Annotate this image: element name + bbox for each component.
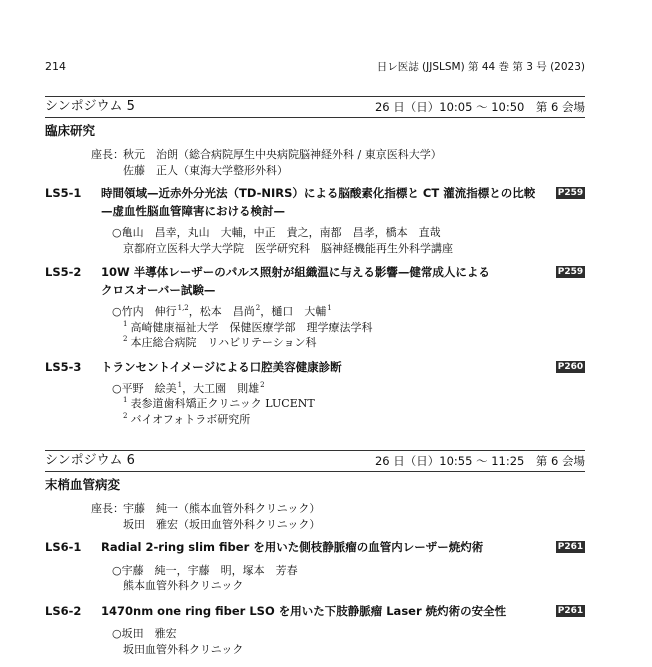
- session-theme: 臨床研究: [45, 123, 96, 138]
- title-line: Radial 2-ring slim fiber を用いた側枝静脈瘤の血管内レーザー焼灼術: [101, 540, 484, 554]
- session-title: シンポジウム 5: [45, 99, 135, 114]
- presentation-ls6-1: [45, 538, 585, 594]
- title-line: 1470nm one ring fiber LSO を用いた下肢静脈瘤 Laser 焼灼術の安全性: [101, 603, 507, 618]
- title-line: クロスオーバー試験—: [101, 283, 216, 297]
- poster-badge: P259: [557, 188, 584, 198]
- session-header: [45, 96, 585, 118]
- affiliation-name: 坂田血管外科クリニック: [123, 642, 244, 656]
- affiliation-name: 本庄総合病院 リハビリテーション科: [130, 336, 317, 349]
- presentation-id: LS6-1: [45, 540, 82, 554]
- chair-name: 宇藤 純一（熊本血管外科クリニック）: [123, 502, 321, 515]
- affiliation: [112, 578, 585, 594]
- session-theme: 末梢血管病変: [45, 477, 121, 492]
- chairs-label: 座長：: [91, 502, 124, 515]
- affiliation-name: 表参道歯科矯正クリニック LUCENT: [130, 397, 315, 410]
- author-block: [45, 626, 585, 657]
- presentation-id: LS6-2: [45, 603, 82, 618]
- author-name: ○平野 絵美: [112, 381, 177, 395]
- chairs-label: 座長：: [91, 148, 124, 161]
- presentation-id: LS5-1: [45, 186, 82, 200]
- affiliation-mark: 2: [260, 380, 265, 389]
- author-list: [112, 381, 585, 397]
- author-list: [112, 626, 585, 642]
- affiliation: [112, 396, 585, 412]
- affiliation-name: バイオフォトラボ研究所: [130, 412, 251, 426]
- presentation-header: [45, 184, 585, 220]
- presentation-title: [101, 602, 551, 620]
- chair-name: 佐藤 正人（東海大学整形外科）: [123, 163, 288, 177]
- affiliation: [112, 320, 585, 336]
- presentation-title: [101, 184, 551, 220]
- affiliation-name: 熊本血管外科クリニック: [123, 579, 244, 592]
- affiliation-number: 1: [123, 396, 128, 405]
- affiliation-mark: 2: [255, 304, 261, 313]
- presentation-ls5-1: [45, 184, 585, 256]
- journal-citation: 日レ医誌 (JJSLSM) 第 44 巻 第 3 号 (2023): [376, 61, 585, 73]
- affiliation: [112, 335, 585, 351]
- chairs-list: [123, 501, 320, 532]
- affiliation: [112, 412, 585, 428]
- affiliation-mark: 1,2: [177, 304, 189, 313]
- author-block: [45, 381, 585, 428]
- session-header: [45, 450, 585, 472]
- author-block: [45, 563, 585, 594]
- symposium-5: [45, 96, 585, 427]
- presentation-header: [45, 602, 585, 620]
- presentation-header: [45, 358, 585, 376]
- session-title: シンポジウム 6: [45, 453, 135, 468]
- presentation-header: [45, 263, 585, 299]
- chairpersons: [45, 147, 585, 178]
- presentation-title: [101, 263, 551, 299]
- page-number: 214: [45, 60, 66, 73]
- affiliation-number: 2: [123, 335, 128, 344]
- running-head: [45, 59, 585, 75]
- author-name: ○竹内 伸行: [112, 305, 177, 318]
- title-line: 10W 半導体レーザーのパルス照射が組織温に与える影響—健常成人による: [101, 265, 490, 279]
- poster-badge: P260: [557, 361, 584, 372]
- affiliation-name: 京都府立医科大学大学院 医学研究科 脳神経機能再生外科学講座: [123, 241, 453, 255]
- author-block: [45, 225, 585, 256]
- author-name: ○宇藤 純一，宇藤 明，塚本 芳春: [112, 563, 298, 577]
- author-name: ，松本 昌尚: [188, 305, 255, 318]
- affiliation-number: 1: [123, 319, 128, 328]
- affiliation: [112, 241, 585, 257]
- affiliation-mark: 1: [177, 380, 183, 389]
- poster-badge: P261: [557, 542, 584, 552]
- chairs-list: [123, 147, 442, 178]
- presentation-ls5-3: [45, 358, 585, 428]
- author-name: ○亀山 昌幸，丸山 大輔，中正 貴之，南都 昌孝，橋本 直哉: [112, 226, 441, 239]
- title-line: トランセントイメージによる口腔美容健康診断: [101, 359, 342, 374]
- presentation-id: LS5-3: [45, 359, 82, 374]
- poster-badge: P261: [557, 605, 584, 616]
- author-name: ，大工園 則雄: [182, 381, 260, 395]
- symposium-6: [45, 450, 585, 657]
- presentation-id: LS5-2: [45, 265, 82, 279]
- presentation-title: [101, 538, 551, 556]
- author-name: ○坂田 雅宏: [112, 627, 177, 640]
- presentation-ls5-2: [45, 263, 585, 351]
- title-line: 時間領域—近赤外分光法（TD-NIRS）による脳酸素化指標と CT 灌流指標との比較: [101, 186, 536, 200]
- title-line: —虚血性脳血管障害における検討—: [101, 204, 285, 218]
- author-list: [112, 225, 585, 241]
- session-schedule: 26 日（日）10:55 〜 11:25 第 6 会場: [374, 454, 585, 468]
- poster-badge: P259: [557, 267, 584, 277]
- author-name: ，樋口 大輔: [260, 305, 327, 318]
- affiliation-name: 高崎健康福祉大学 保健医療学部 理学療法学科: [130, 320, 373, 334]
- presentation-title: [101, 358, 551, 376]
- session-schedule: 26 日（日）10:05 〜 10:50 第 6 会場: [374, 100, 585, 114]
- affiliation-number: 2: [123, 411, 128, 420]
- chair-name: 秋元 治朗（総合病院厚生中央病院脳神経外科 / 東京医科大学）: [123, 148, 442, 161]
- chair-name: 坂田 雅宏（坂田血管外科クリニック）: [123, 517, 321, 531]
- author-list: [112, 563, 585, 579]
- presentation-ls6-2: [45, 602, 585, 658]
- affiliation-mark: 1: [327, 304, 332, 313]
- author-list: [112, 304, 585, 320]
- presentation-header: [45, 538, 585, 556]
- chairpersons: [45, 501, 585, 532]
- author-block: [45, 304, 585, 351]
- affiliation: [112, 642, 585, 658]
